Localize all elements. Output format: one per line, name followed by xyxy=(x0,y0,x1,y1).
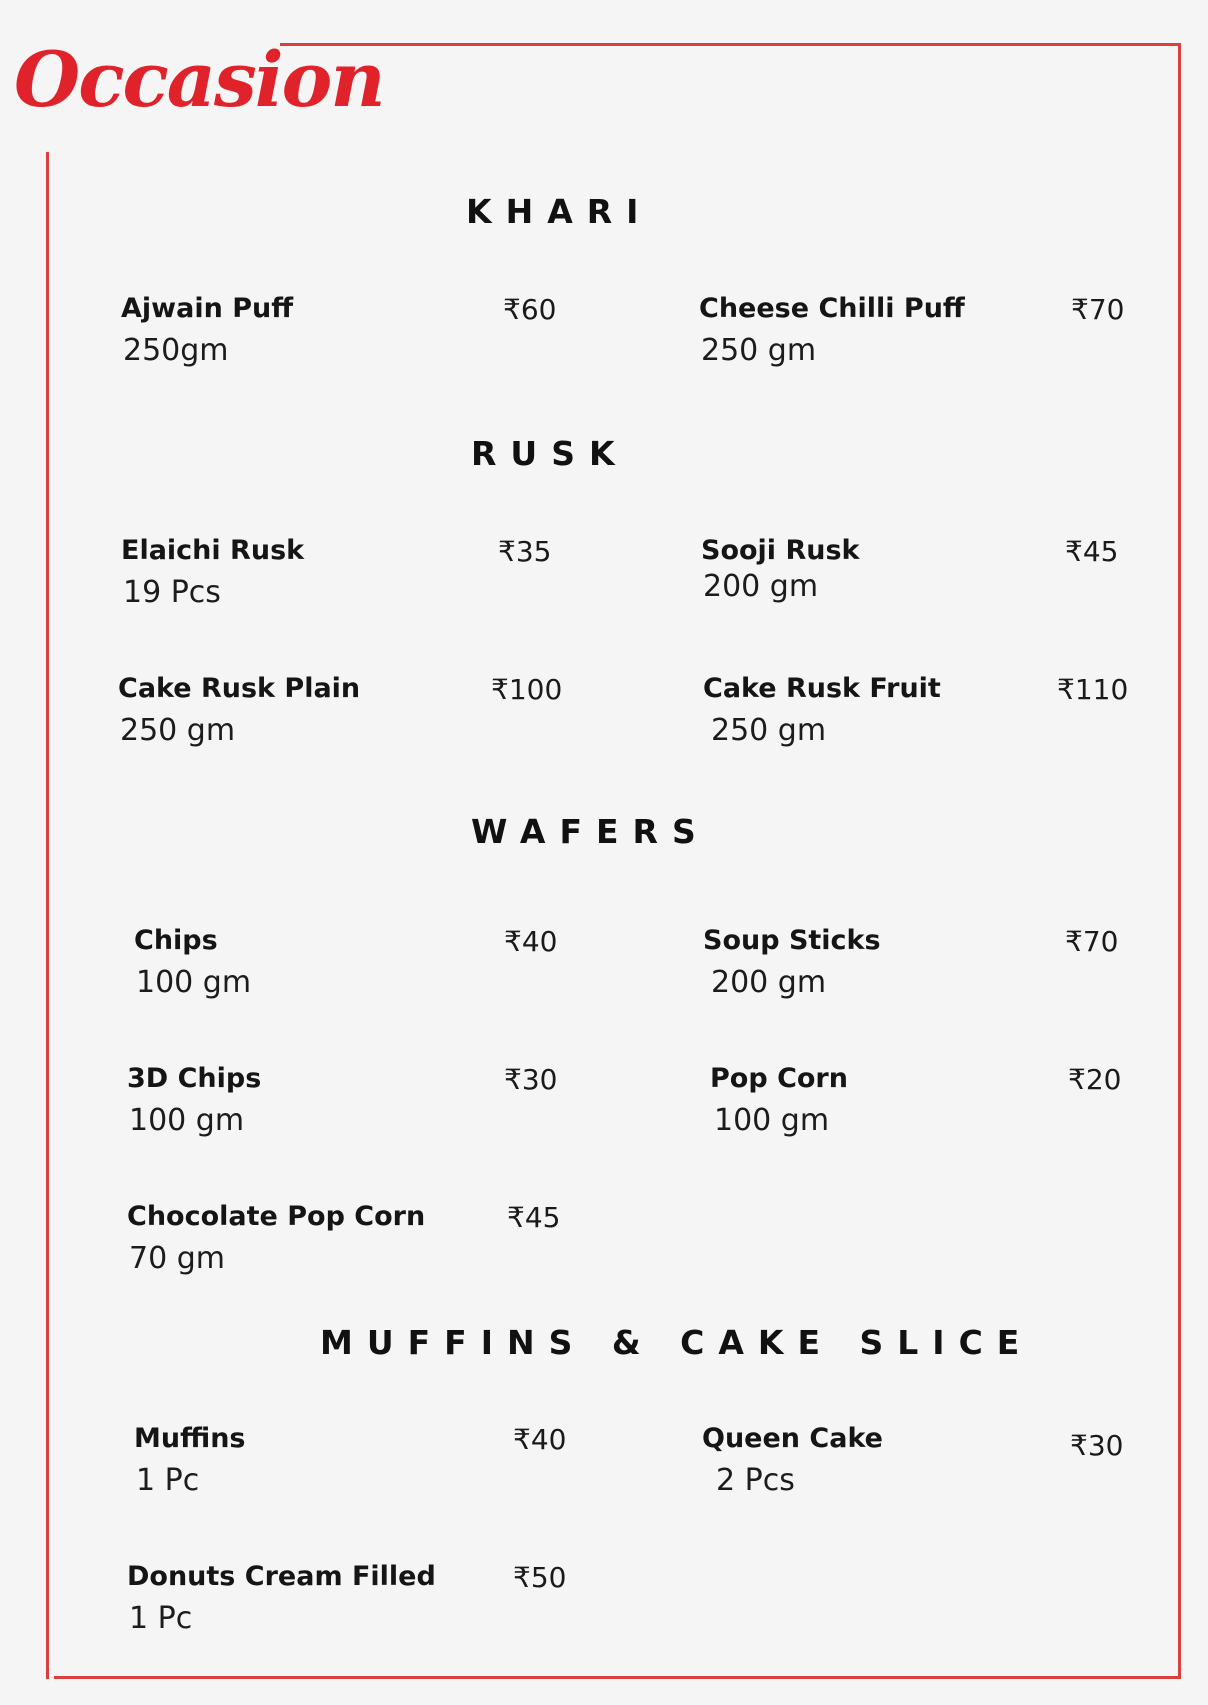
item-name: Chocolate Pop Corn xyxy=(127,1201,426,1232)
item-name: 3D Chips xyxy=(127,1063,262,1094)
item-price: ₹40 xyxy=(504,925,558,958)
frame-border-bottom xyxy=(54,1676,1181,1679)
item-name: Cheese Chilli Puff xyxy=(699,293,965,324)
item-price: ₹30 xyxy=(1070,1429,1124,1462)
item-quantity: 1 Pc xyxy=(129,1601,193,1636)
section-title-rusk: RUSK xyxy=(471,434,629,473)
item-quantity: 1 Pc xyxy=(136,1463,200,1498)
item-price: ₹45 xyxy=(1065,535,1119,568)
item-price: ₹35 xyxy=(498,535,552,568)
item-name: Cake Rusk Fruit xyxy=(703,673,941,704)
brand-logo xyxy=(14,30,384,130)
frame-border-left xyxy=(46,152,49,1679)
item-price: ₹70 xyxy=(1065,925,1119,958)
item-price: ₹100 xyxy=(491,673,563,706)
item-price: ₹30 xyxy=(504,1063,558,1096)
item-quantity: 250 gm xyxy=(701,333,817,368)
item-name: Donuts Cream Filled xyxy=(127,1561,436,1592)
item-price: ₹60 xyxy=(503,293,557,326)
item-quantity: 200 gm xyxy=(711,965,827,1000)
item-name: Ajwain Puff xyxy=(121,293,294,324)
item-quantity: 250 gm xyxy=(120,713,236,748)
item-quantity: 2 Pcs xyxy=(716,1463,795,1498)
brand-logo-text: Occasion xyxy=(14,35,384,124)
item-name: Queen Cake xyxy=(702,1423,883,1454)
item-price: ₹20 xyxy=(1068,1063,1122,1096)
item-name: Soup Sticks xyxy=(703,925,881,956)
item-price: ₹70 xyxy=(1071,293,1125,326)
item-name: Chips xyxy=(134,925,218,956)
item-quantity: 100 gm xyxy=(129,1103,245,1138)
item-quantity: 250 gm xyxy=(711,713,827,748)
item-name: Muffins xyxy=(134,1423,246,1454)
item-quantity: 100 gm xyxy=(714,1103,830,1138)
item-name: Cake Rusk Plain xyxy=(118,673,361,704)
item-price: ₹110 xyxy=(1057,673,1129,706)
item-price: ₹45 xyxy=(507,1201,561,1234)
item-price: ₹40 xyxy=(513,1423,567,1456)
item-quantity: 19 Pcs xyxy=(123,575,221,610)
section-title-khari: KHARI xyxy=(466,192,653,231)
item-quantity: 200 gm xyxy=(703,569,819,604)
frame-border-top xyxy=(280,43,1181,46)
item-name: Sooji Rusk xyxy=(701,535,860,566)
item-quantity: 70 gm xyxy=(129,1241,225,1276)
item-quantity: 250gm xyxy=(123,333,229,368)
item-quantity: 100 gm xyxy=(136,965,252,1000)
item-name: Pop Corn xyxy=(710,1063,848,1094)
item-price: ₹50 xyxy=(513,1561,567,1594)
section-title-muffins: MUFFINS & CAKE SLICE xyxy=(320,1323,1034,1362)
section-title-wafers: WAFERS xyxy=(471,812,710,851)
frame-border-right xyxy=(1178,43,1181,1679)
item-name: Elaichi Rusk xyxy=(121,535,305,566)
